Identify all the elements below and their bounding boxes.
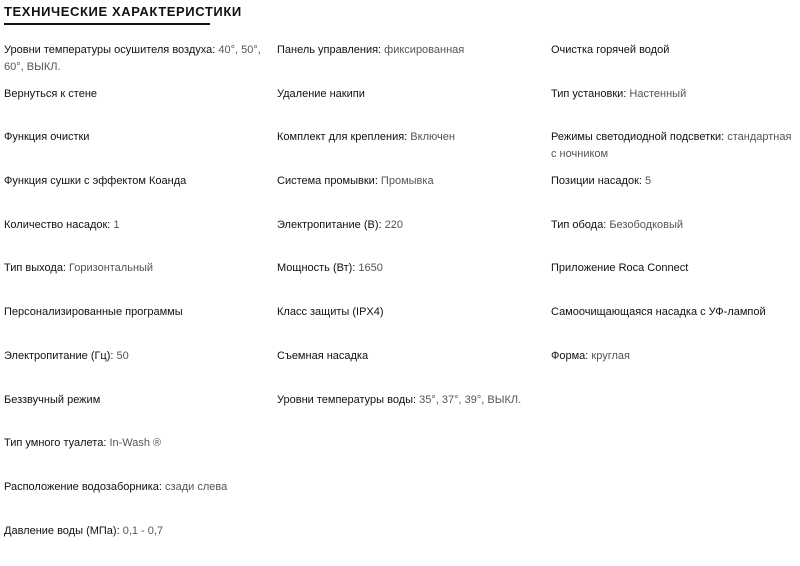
title-underline (4, 23, 210, 25)
section-title: ТЕХНИЧЕСКИЕ ХАРАКТЕРИСТИКИ (4, 4, 242, 19)
spec-value: 5 (641, 175, 652, 188)
spec-label: Беззвучный режим (4, 393, 101, 406)
spec-item (551, 435, 800, 479)
spec-label: Тип установки: (551, 87, 627, 100)
spec-item (277, 173, 551, 217)
spec-item (277, 217, 551, 261)
spec-item (4, 217, 277, 261)
spec-label: Панель управления: (277, 44, 382, 56)
spec-label: Тип выхода: (4, 262, 66, 275)
spec-label: Мощность (Вт): (277, 262, 356, 275)
spec-label: Комплект для крепления: (277, 131, 408, 144)
spec-item (277, 435, 551, 479)
spec-item (277, 348, 551, 392)
spec-value: Настенный (626, 87, 687, 100)
spec-item (551, 348, 800, 392)
spec-item (4, 304, 277, 348)
spec-label: Персонализированные программы (4, 306, 183, 319)
spec-label: Функция сушки с эффектом Коанда (4, 175, 187, 188)
spec-label: Класс защиты (IPX4) (277, 306, 384, 319)
spec-label: Электропитание (Гц): (4, 349, 114, 362)
spec-value: Горизонтальный (66, 262, 154, 275)
spec-item (4, 523, 277, 566)
spec-item (277, 129, 551, 173)
spec-value: сзади слева (161, 480, 228, 493)
spec-value: Промывка (377, 175, 434, 188)
spec-label: Очистка горячей водой (551, 44, 670, 56)
spec-label: Количество насадок: (4, 218, 111, 231)
spec-value: 1 (110, 218, 120, 231)
spec-item (277, 42, 551, 86)
spec-item (277, 479, 551, 523)
spec-label: Тип обода: (551, 218, 607, 231)
spec-item (551, 392, 800, 436)
spec-item (4, 479, 277, 523)
spec-value: 50 (113, 349, 129, 362)
spec-item (551, 129, 800, 173)
spec-label: Электропитание (В): (277, 218, 382, 231)
spec-label: Позиции насадок: (551, 175, 642, 188)
spec-value: Безободковый (606, 218, 684, 231)
spec-item (4, 435, 277, 479)
spec-value: 0,1 - 0,7 (119, 524, 164, 537)
specs-grid (4, 42, 800, 566)
spec-item (277, 523, 551, 566)
spec-label: Уровни температуры воды: (277, 393, 417, 406)
spec-label: Тип умного туалета: (4, 437, 107, 450)
spec-item (551, 173, 800, 217)
spec-label: Уровни температуры осушителя воздуха: (4, 44, 216, 56)
spec-item (4, 392, 277, 436)
spec-item (277, 86, 551, 130)
spec-label: Вернуться к стене (4, 87, 98, 100)
spec-item (4, 42, 277, 86)
spec-label: Режимы светодиодной подсветки: (551, 131, 725, 144)
spec-label: Съемная насадка (277, 349, 369, 362)
spec-item (277, 260, 551, 304)
spec-item (4, 86, 277, 130)
spec-label: Расположение водозаборника: (4, 480, 162, 493)
spec-label: Форма: (551, 349, 589, 362)
spec-label: Система промывки: (277, 175, 378, 188)
spec-item (551, 479, 800, 523)
spec-item (551, 217, 800, 261)
spec-item (551, 260, 800, 304)
spec-value: 35°, 37°, 39°, ВЫКЛ. (416, 393, 522, 406)
spec-item (551, 42, 800, 86)
spec-value: In-Wash ® (106, 437, 162, 450)
spec-value: 220 (381, 218, 403, 231)
spec-label: Удаление накипи (277, 87, 365, 100)
spec-item (4, 348, 277, 392)
spec-value: Включен (407, 131, 455, 144)
spec-item (4, 173, 277, 217)
spec-value: 40°, 50°, 60°, ВЫКЛ. (4, 44, 261, 73)
spec-item (277, 392, 551, 436)
spec-value: фиксированная (381, 44, 465, 56)
spec-label: Давление воды (МПа): (4, 524, 120, 537)
spec-label: Самоочищающаяся насадка с УФ-лампой (551, 306, 766, 319)
spec-item (551, 523, 800, 566)
spec-item (4, 260, 277, 304)
spec-value: круглая (588, 349, 630, 362)
spec-item (4, 129, 277, 173)
spec-value: стандартная с ночником (551, 131, 792, 161)
spec-label: Приложение Roca Connect (551, 262, 689, 275)
spec-value: 1650 (355, 262, 383, 275)
spec-item (551, 86, 800, 130)
spec-item (551, 304, 800, 348)
spec-item (277, 304, 551, 348)
spec-label: Функция очистки (4, 131, 90, 144)
